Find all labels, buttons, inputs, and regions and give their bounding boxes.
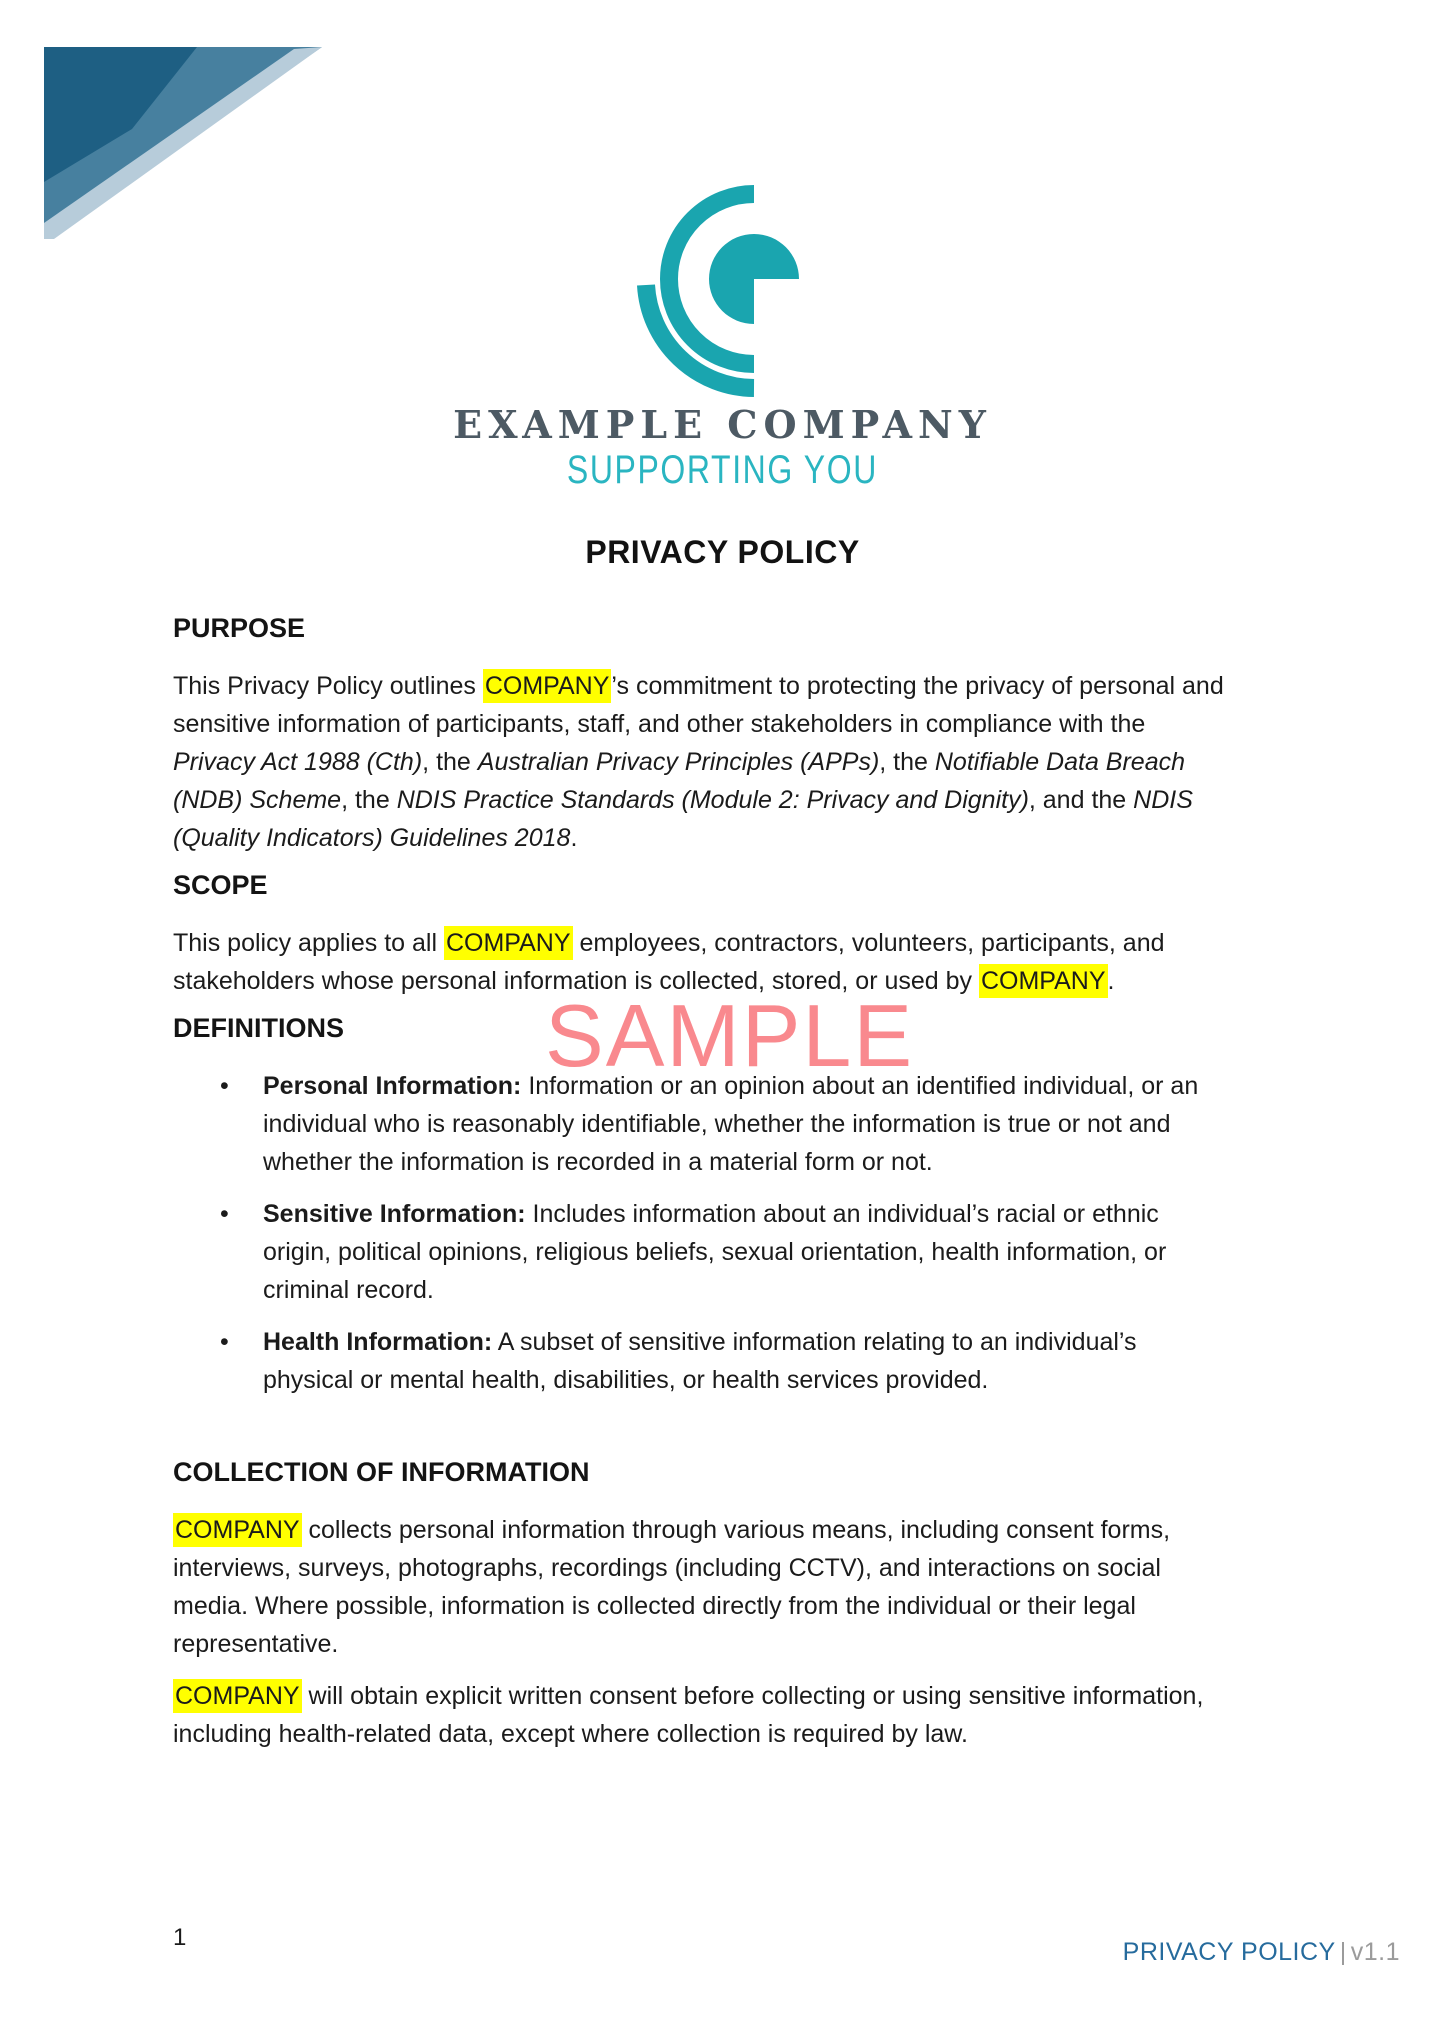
text-segment: collects personal information through various means, including consent forms,: [301, 1516, 1171, 1544]
document-body: [173, 600, 1273, 1753]
text-segment: , the: [422, 748, 478, 776]
text-segment: NDIS Practice Standards (Module 2: Privacy and Dignity): [396, 786, 1029, 814]
logo-notched-circle: [709, 234, 799, 324]
text-segment: ’s commitment to protecting the privacy of personal and: [611, 672, 1224, 700]
text-line: [263, 1233, 1273, 1271]
footer-separator: |: [1339, 1938, 1347, 1966]
text-line: [173, 1511, 1273, 1549]
footer-doc-label: PRIVACY POLICY: [1122, 1938, 1336, 1966]
text-segment: Includes information about an individual’s racial or ethnic: [525, 1200, 1159, 1228]
section-heading: COLLECTION OF INFORMATION: [173, 1457, 590, 1487]
section-heading: DEFINITIONS: [173, 1013, 345, 1043]
text-segment: interviews, surveys, photographs, recordings (including CCTV), and interactions on social: [173, 1554, 1161, 1582]
text-line: [263, 1195, 1273, 1233]
definition-bullet: [173, 1323, 1273, 1399]
text-segment: Sensitive Information:: [263, 1200, 526, 1228]
text-segment: individual who is reasonably identifiable, whether the information is true or not and: [263, 1110, 1171, 1138]
text-line: [173, 1625, 1273, 1663]
corner-decoration-graphic: [44, 47, 322, 239]
text-segment: , and the: [1028, 786, 1134, 814]
text-line: [173, 1677, 1273, 1715]
text-line: [263, 1143, 1273, 1181]
text-segment: This Privacy Policy outlines: [173, 672, 483, 700]
definition-bullet: [173, 1195, 1273, 1309]
highlighted-company-text: COMPANY: [444, 926, 573, 960]
text-line: [173, 1715, 1273, 1753]
text-line: [173, 781, 1273, 819]
text-segment: origin, political opinions, religious beliefs, sexual orientation, health information, or: [263, 1238, 1167, 1266]
definition-bullet: [173, 1067, 1273, 1181]
body-paragraph: [173, 667, 1273, 857]
text-segment: stakeholders whose personal information is collected, stored, or used by: [173, 967, 979, 995]
bullet-marker: •: [220, 1200, 229, 1228]
text-line: [173, 924, 1273, 962]
section-heading: PURPOSE: [173, 613, 306, 643]
text-line: [173, 1549, 1273, 1587]
highlighted-company-text: COMPANY: [979, 964, 1108, 998]
sample-watermark: SAMPLE: [545, 986, 915, 1085]
section-heading: SCOPE: [173, 870, 268, 900]
body-paragraph: [173, 924, 1273, 1000]
bullet-marker: •: [220, 1072, 229, 1100]
company-logo-icon: [630, 178, 805, 400]
text-line: [173, 743, 1273, 781]
text-line: [173, 819, 1273, 857]
text-segment: media. Where possible, information is collected directly from the individual or their legal: [173, 1592, 1136, 1620]
text-segment: Personal Information:: [263, 1072, 522, 1100]
company-tagline: SUPPORTING YOU: [566, 448, 879, 492]
highlighted-company-text: COMPANY: [173, 1679, 302, 1713]
text-segment: .: [1107, 967, 1115, 995]
text-line: [173, 962, 1273, 1000]
text-line: [173, 667, 1273, 705]
company-name: EXAMPLE COMPANY: [453, 402, 992, 447]
text-line: [263, 1067, 1273, 1105]
page-title: PRIVACY POLICY: [585, 534, 860, 570]
text-segment: (Quality Indicators) Guidelines 2018: [173, 824, 571, 852]
text-line: [173, 705, 1273, 743]
text-segment: A subset of sensitive information relating to an individual’s: [492, 1328, 1137, 1356]
text-segment: representative.: [173, 1630, 339, 1658]
text-line: [263, 1361, 1273, 1399]
footer-version: v1.1: [1350, 1938, 1400, 1966]
text-segment: .: [570, 824, 578, 852]
text-line: [263, 1271, 1273, 1309]
text-segment: Australian Privacy Principles (APPs): [477, 748, 880, 776]
text-segment: employees, contractors, volunteers, participants, and: [572, 929, 1165, 957]
text-segment: Notifiable Data Breach: [934, 748, 1186, 776]
text-segment: physical or mental health, disabilities, or health services provided.: [263, 1366, 989, 1394]
text-segment: Information or an opinion about an identified individual, or an: [521, 1072, 1199, 1100]
text-segment: criminal record.: [263, 1276, 434, 1304]
text-segment: whether the information is recorded in a material form or not.: [263, 1148, 933, 1176]
footer: [1123, 1938, 1400, 1967]
text-segment: Privacy Act 1988 (Cth): [173, 748, 423, 776]
text-line: [263, 1105, 1273, 1143]
page-number: 1: [173, 1924, 187, 1951]
text-segment: including health-related data, except where collection is required by law.: [173, 1720, 968, 1748]
text-segment: (NDB) Scheme: [173, 786, 342, 814]
text-segment: NDIS: [1133, 786, 1193, 814]
bullet-marker: •: [220, 1328, 229, 1356]
highlighted-company-text: COMPANY: [483, 669, 612, 703]
text-segment: Health Information:: [263, 1328, 493, 1356]
text-segment: This policy applies to all: [173, 929, 444, 957]
text-segment: will obtain explicit written consent before collecting or using sensitive information,: [301, 1682, 1204, 1710]
body-paragraph: [173, 1511, 1273, 1663]
text-segment: , the: [879, 748, 935, 776]
text-line: [173, 1587, 1273, 1625]
text-line: [263, 1323, 1273, 1361]
highlighted-company-text: COMPANY: [173, 1513, 302, 1547]
text-segment: , the: [341, 786, 397, 814]
text-segment: sensitive information of participants, staff, and other stakeholders in compliance with the: [173, 710, 1146, 738]
body-paragraph: [173, 1677, 1273, 1753]
